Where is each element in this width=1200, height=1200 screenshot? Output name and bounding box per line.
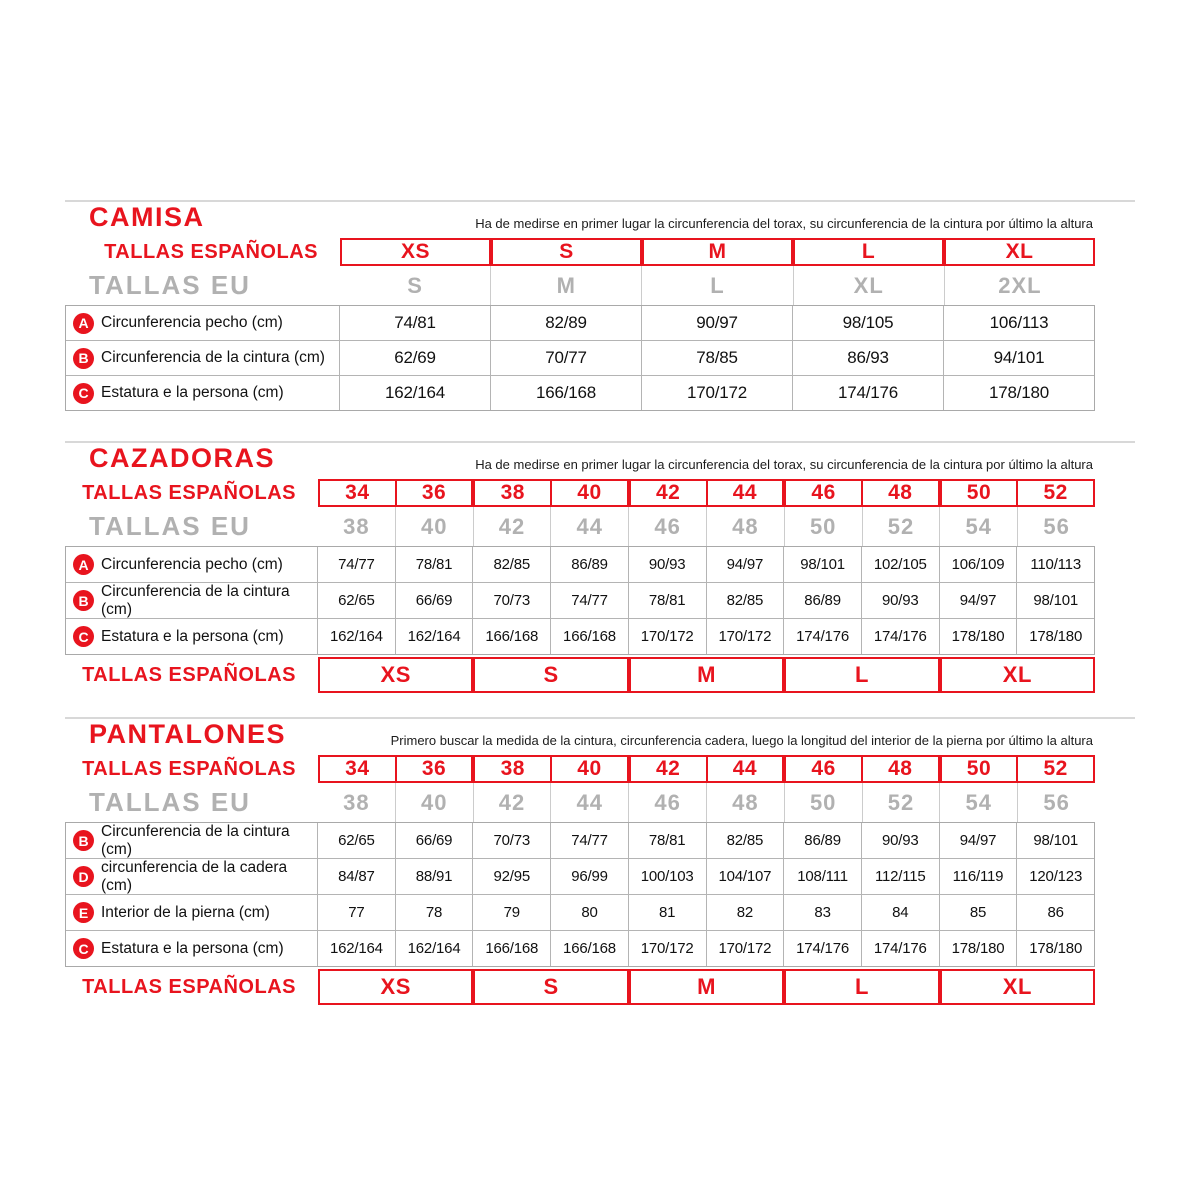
size-cell-eu: 2XL xyxy=(998,272,1042,298)
measure-cell: 110/113 xyxy=(1030,556,1081,574)
size-cell-es: 50 xyxy=(966,481,992,505)
measure-label-text: Circunferencia de la cintura (cm) xyxy=(101,349,325,367)
measure-cell: 92/95 xyxy=(473,859,551,894)
measure-cell: 86/89 xyxy=(784,583,862,618)
size-cell-eu: 40 xyxy=(396,783,474,822)
size-cell-es: 44 xyxy=(706,757,783,781)
measure-cell: 78/81 xyxy=(629,823,707,858)
size-group xyxy=(473,755,628,783)
size-cell-eu: 52 xyxy=(863,783,941,822)
measure-cell: 78/81 xyxy=(629,583,707,618)
table-subtitle: Ha de medirse en primer lugar la circunferencia del torax, su circunferencia de la cintura por último la altura xyxy=(475,457,1093,473)
measure-cell: 98/101 xyxy=(1033,592,1079,610)
bottom-size-cell: L xyxy=(854,662,869,688)
measure-cell: 170/172 xyxy=(642,376,793,410)
measure-cell: 106/109 xyxy=(940,547,1018,582)
size-cell-eu: 38 xyxy=(318,783,396,822)
measure-label-text: circunferencia de la cadera (cm) xyxy=(101,858,288,894)
measure-row-label xyxy=(66,931,318,966)
spanish-sizes-cells xyxy=(340,238,1095,266)
table-title: PANTALONES xyxy=(89,719,286,750)
measure-label-text: Interior de la pierna (cm) xyxy=(101,903,270,921)
bottom-sizes-row xyxy=(65,969,1095,1005)
measure-cell: 178/180 xyxy=(940,619,1018,654)
size-group xyxy=(784,755,939,783)
measure-label-text: Circunferencia pecho (cm) xyxy=(101,314,283,332)
bottom-sizes-cells xyxy=(318,657,1095,693)
measure-cell: 98/105 xyxy=(793,306,944,340)
letter-badge: A xyxy=(73,313,94,334)
eu-sizes-row xyxy=(65,783,1095,822)
measure-label-text: Circunferencia pecho (cm) xyxy=(101,555,283,573)
measure-label-text: Circunferencia de la cintura (cm) xyxy=(101,582,290,618)
eu-sizes-cells xyxy=(340,266,1095,305)
letter-badge: A xyxy=(73,554,94,575)
size-cell-es: 52 xyxy=(1016,757,1093,781)
size-table xyxy=(65,238,1095,411)
size-cell-es: 38 xyxy=(500,481,525,505)
size-cell-es: XL xyxy=(1005,240,1034,264)
section-cazadoras xyxy=(65,429,1135,693)
measure-cell: 178/180 xyxy=(1029,940,1083,958)
spanish-sizes-cells xyxy=(318,479,1095,507)
measure-cell: 170/172 xyxy=(629,931,707,966)
size-cell-eu: M xyxy=(491,266,642,305)
measure-cell: 62/65 xyxy=(318,823,396,858)
size-group xyxy=(473,479,628,507)
measure-label-text: Circunferencia de la cintura (cm) xyxy=(101,822,290,858)
measure-cell: 82/85 xyxy=(707,823,785,858)
size-group xyxy=(318,479,473,507)
size-cell-eu: 44 xyxy=(551,783,629,822)
measure-cell: 178/180 xyxy=(940,931,1018,966)
measure-cell: 74/77 xyxy=(551,583,629,618)
size-group xyxy=(940,479,1095,507)
size-cell-eu: 54 xyxy=(940,783,1018,822)
measure-cell: 166/168 xyxy=(551,619,629,654)
size-cell-eu: 40 xyxy=(396,507,474,546)
measure-cell: 82/85 xyxy=(473,547,551,582)
measure-cell: 62/69 xyxy=(340,341,491,375)
size-cell-es: 40 xyxy=(550,481,627,505)
size-cell-es: 44 xyxy=(706,481,783,505)
size-group xyxy=(784,969,939,1005)
size-cell-es: M xyxy=(708,240,727,264)
size-cell-es: 50 xyxy=(966,757,992,781)
measure-cell: 166/168 xyxy=(473,619,551,654)
size-group xyxy=(473,657,628,693)
size-cell-es: 48 xyxy=(861,481,938,505)
measure-cell: 66/69 xyxy=(396,823,474,858)
letter-badge: B xyxy=(73,590,94,611)
measure-cell: 62/65 xyxy=(318,583,396,618)
measurements-body xyxy=(65,305,1095,411)
size-group xyxy=(944,238,1095,266)
measure-row xyxy=(66,376,1094,410)
measure-cell: 74/81 xyxy=(340,306,491,340)
size-cell-eu: 50 xyxy=(785,783,863,822)
measure-row-label xyxy=(66,619,318,654)
measure-cell: 94/97 xyxy=(940,823,1018,858)
size-cell-eu: 38 xyxy=(318,507,396,546)
table-title: CAMISA xyxy=(89,202,205,232)
measure-cell: 162/164 xyxy=(396,931,474,966)
measure-cell: 98/101 xyxy=(1033,832,1079,850)
measure-row-label xyxy=(66,823,318,858)
measure-cell: 82/89 xyxy=(491,306,642,340)
size-cell-eu: 56 xyxy=(1043,789,1070,815)
eu-sizes-row xyxy=(65,507,1095,546)
measure-cell: 170/172 xyxy=(707,931,785,966)
size-cell-eu: 46 xyxy=(629,507,707,546)
size-group xyxy=(940,657,1095,693)
size-group xyxy=(340,238,491,266)
measure-cell: 70/73 xyxy=(473,823,551,858)
letter-badge: C xyxy=(73,626,94,647)
measure-cell: 84 xyxy=(862,895,940,930)
measure-label-text: Estatura e la persona (cm) xyxy=(101,384,284,402)
measure-cell: 82 xyxy=(707,895,785,930)
measure-cell: 166/168 xyxy=(473,931,551,966)
measure-cell: 86/93 xyxy=(793,341,944,375)
size-table xyxy=(65,479,1095,693)
spanish-sizes-cells xyxy=(318,755,1095,783)
size-cell-eu: 48 xyxy=(707,783,785,822)
size-group xyxy=(629,479,784,507)
measure-cell: 74/77 xyxy=(318,547,396,582)
measure-row xyxy=(66,931,1094,966)
table-subtitle: Ha de medirse en primer lugar la circunferencia del torax, su circunferencia de la cintura por último la altura xyxy=(475,216,1093,232)
measure-cell: 74/77 xyxy=(551,823,629,858)
size-cell-es: 34 xyxy=(345,757,370,781)
bottom-size-cell: S xyxy=(543,974,559,1000)
letter-badge: D xyxy=(73,866,94,887)
measure-cell: 170/172 xyxy=(629,619,707,654)
eu-sizes-row xyxy=(65,266,1095,305)
measurements-body xyxy=(65,546,1095,655)
measure-row xyxy=(66,547,1094,583)
measure-cell: 108/111 xyxy=(784,859,862,894)
measure-cell: 79 xyxy=(473,895,551,930)
size-guide-page xyxy=(65,0,1135,1005)
measure-cell: 86 xyxy=(1047,904,1064,922)
bottom-sizes-label: TALLAS ESPAÑOLAS xyxy=(82,663,296,686)
size-cell-es: 36 xyxy=(395,481,472,505)
bottom-size-cell: XS xyxy=(380,974,411,1000)
measure-row xyxy=(66,306,1094,341)
size-cell-eu: 46 xyxy=(629,783,707,822)
measure-cell: 112/115 xyxy=(862,859,940,894)
measure-cell: 104/107 xyxy=(707,859,785,894)
measure-cell: 98/101 xyxy=(784,547,862,582)
measure-cell: 90/93 xyxy=(862,823,940,858)
size-group xyxy=(629,969,784,1005)
letter-badge: C xyxy=(73,383,94,404)
measure-cell: 83 xyxy=(784,895,862,930)
measure-cell: 174/176 xyxy=(793,376,944,410)
measure-row xyxy=(66,619,1094,654)
measure-cell: 162/164 xyxy=(318,931,396,966)
size-table xyxy=(65,755,1095,1005)
measure-cell: 78/85 xyxy=(642,341,793,375)
size-group xyxy=(940,755,1095,783)
measure-cell: 94/97 xyxy=(940,583,1018,618)
size-cell-eu: S xyxy=(340,266,491,305)
size-cell-es: L xyxy=(861,240,876,264)
eu-sizes-label: TALLAS EU xyxy=(89,270,251,301)
measure-cell: 70/77 xyxy=(491,341,642,375)
table-subtitle: Primero buscar la medida de la cintura, circunferencia cadera, luego la longitud del interior de la pierna por último la altura xyxy=(390,733,1093,749)
bottom-sizes-cells xyxy=(318,969,1095,1005)
size-cell-es: 42 xyxy=(655,481,681,505)
measure-row-label xyxy=(66,547,318,582)
measure-cell: 178/180 xyxy=(1029,628,1083,646)
size-cell-eu: 56 xyxy=(1043,513,1070,539)
bottom-sizes-row xyxy=(65,657,1095,693)
measure-cell: 100/103 xyxy=(629,859,707,894)
measure-cell: 86/89 xyxy=(784,823,862,858)
measure-cell: 78 xyxy=(396,895,474,930)
measure-row xyxy=(66,341,1094,376)
bottom-size-cell: L xyxy=(854,974,869,1000)
measure-cell: 162/164 xyxy=(318,619,396,654)
measure-cell: 77 xyxy=(318,895,396,930)
measure-cell: 178/180 xyxy=(988,383,1050,403)
measure-cell: 116/119 xyxy=(940,859,1018,894)
spanish-sizes-row xyxy=(65,479,1095,507)
size-group xyxy=(318,657,473,693)
measure-cell: 162/164 xyxy=(396,619,474,654)
size-group xyxy=(642,238,793,266)
measure-cell: 120/123 xyxy=(1029,868,1083,886)
measure-cell: 86/89 xyxy=(551,547,629,582)
bottom-size-cell: M xyxy=(697,662,716,688)
table-title: CAZADORAS xyxy=(89,443,275,474)
letter-badge: E xyxy=(73,902,94,923)
size-cell-eu: 54 xyxy=(940,507,1018,546)
size-cell-es: 38 xyxy=(500,757,525,781)
size-cell-es: 36 xyxy=(395,757,472,781)
measure-cell: 90/97 xyxy=(642,306,793,340)
size-cell-eu: L xyxy=(642,266,793,305)
measure-cell: 166/168 xyxy=(491,376,642,410)
size-cell-es: 34 xyxy=(345,481,370,505)
size-cell-es: 46 xyxy=(811,481,836,505)
size-group xyxy=(629,755,784,783)
measure-cell: 102/105 xyxy=(862,547,940,582)
measure-cell: 174/176 xyxy=(784,619,862,654)
size-group xyxy=(491,238,642,266)
measure-row xyxy=(66,859,1094,895)
size-cell-es: 48 xyxy=(861,757,938,781)
measure-cell: 170/172 xyxy=(707,619,785,654)
size-cell-es: 52 xyxy=(1016,481,1093,505)
bottom-size-cell: XS xyxy=(380,662,411,688)
bottom-sizes-label: TALLAS ESPAÑOLAS xyxy=(82,975,296,998)
size-cell-eu: 42 xyxy=(474,507,552,546)
spanish-sizes-label: TALLAS ESPAÑOLAS xyxy=(82,481,296,504)
bottom-size-cell: M xyxy=(697,974,716,1000)
measure-cell: 82/85 xyxy=(707,583,785,618)
size-cell-es: S xyxy=(559,240,574,264)
letter-badge: C xyxy=(73,938,94,959)
measure-row xyxy=(66,895,1094,931)
measure-row xyxy=(66,583,1094,619)
size-group xyxy=(629,657,784,693)
size-cell-eu: 42 xyxy=(474,783,552,822)
measure-cell: 174/176 xyxy=(862,619,940,654)
size-cell-eu: 44 xyxy=(551,507,629,546)
size-cell-eu: 52 xyxy=(863,507,941,546)
spanish-sizes-label: TALLAS ESPAÑOLAS xyxy=(104,240,318,263)
measure-row-label xyxy=(66,859,318,894)
measure-cell: 84/87 xyxy=(318,859,396,894)
size-cell-es: 42 xyxy=(655,757,681,781)
measure-label-text: Estatura e la persona (cm) xyxy=(101,627,284,645)
measure-cell: 96/99 xyxy=(551,859,629,894)
spanish-sizes-row xyxy=(65,755,1095,783)
eu-sizes-cells xyxy=(318,507,1095,546)
eu-sizes-label: TALLAS EU xyxy=(89,511,251,542)
measure-cell: 85 xyxy=(940,895,1018,930)
measure-label-text: Estatura e la persona (cm) xyxy=(101,939,284,957)
section-header xyxy=(65,443,1095,474)
size-cell-eu: 48 xyxy=(707,507,785,546)
bottom-size-cell: XL xyxy=(1002,974,1032,1000)
eu-sizes-cells xyxy=(318,783,1095,822)
bottom-size-cell: XL xyxy=(1002,662,1032,688)
measure-cell: 106/113 xyxy=(989,313,1049,333)
size-group xyxy=(473,969,628,1005)
measure-cell: 78/81 xyxy=(396,547,474,582)
measure-cell: 174/176 xyxy=(784,931,862,966)
measure-cell: 66/69 xyxy=(396,583,474,618)
letter-badge: B xyxy=(73,830,94,851)
size-cell-es: 46 xyxy=(811,757,836,781)
measure-cell: 94/97 xyxy=(707,547,785,582)
measure-cell: 80 xyxy=(551,895,629,930)
size-group xyxy=(784,479,939,507)
eu-sizes-label: TALLAS EU xyxy=(89,787,251,818)
size-cell-es: XS xyxy=(400,240,430,264)
section-header xyxy=(65,202,1095,233)
measure-cell: 94/101 xyxy=(993,348,1045,368)
measure-cell: 90/93 xyxy=(629,547,707,582)
measure-cell: 174/176 xyxy=(862,931,940,966)
section-header xyxy=(65,719,1095,750)
size-cell-eu: 50 xyxy=(785,507,863,546)
measurements-body xyxy=(65,822,1095,967)
measure-row-label xyxy=(66,376,340,410)
measure-row-label xyxy=(66,583,318,618)
size-group xyxy=(318,755,473,783)
letter-badge: B xyxy=(73,348,94,369)
size-group xyxy=(784,657,939,693)
spanish-sizes-label: TALLAS ESPAÑOLAS xyxy=(82,757,296,780)
measure-row-label xyxy=(66,341,340,375)
measure-cell: 90/93 xyxy=(862,583,940,618)
measure-cell: 162/164 xyxy=(340,376,491,410)
measure-cell: 81 xyxy=(629,895,707,930)
section-pantalones xyxy=(65,705,1135,1005)
size-cell-eu: XL xyxy=(794,266,945,305)
size-group xyxy=(318,969,473,1005)
section-camisa xyxy=(65,188,1135,411)
measure-cell: 166/168 xyxy=(551,931,629,966)
bottom-size-cell: S xyxy=(543,662,559,688)
measure-row-label xyxy=(66,895,318,930)
spanish-sizes-row xyxy=(65,238,1095,266)
size-group xyxy=(793,238,944,266)
measure-cell: 70/73 xyxy=(473,583,551,618)
measure-row-label xyxy=(66,306,340,340)
measure-cell: 88/91 xyxy=(396,859,474,894)
size-group xyxy=(940,969,1095,1005)
measure-row xyxy=(66,823,1094,859)
size-cell-es: 40 xyxy=(550,757,627,781)
